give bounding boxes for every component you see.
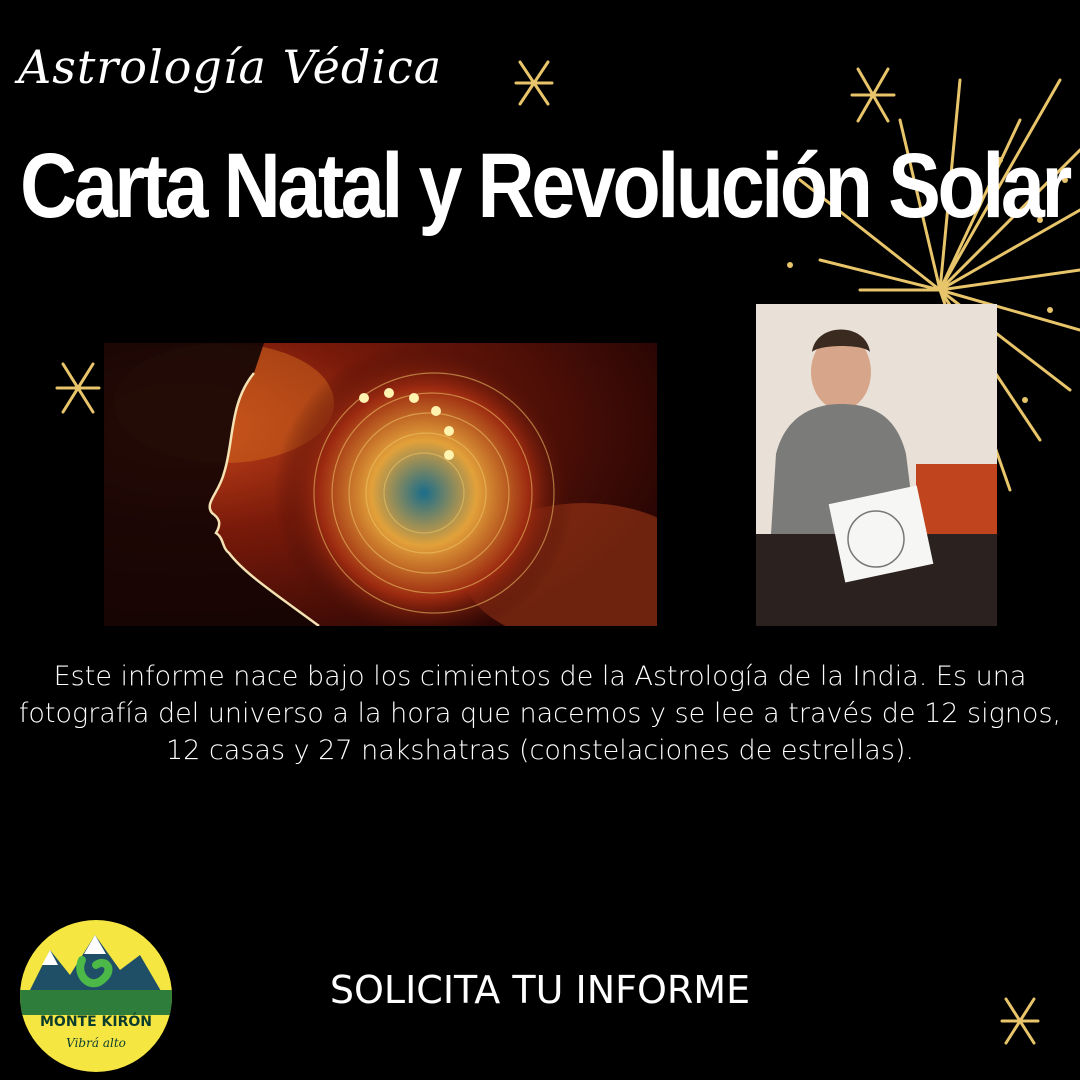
- subtitle-script: Astrología Védica: [18, 40, 443, 94]
- sparkle-star-icon: [512, 58, 556, 108]
- cosmic-head-image: [104, 343, 657, 626]
- logo-name: MONTE KIRÓN: [40, 1014, 152, 1030]
- sparkle-star-icon: [850, 65, 896, 125]
- page-title: Carta Natal y Revolución Solar: [20, 135, 1069, 237]
- sparkle-star-icon: [55, 360, 101, 416]
- portrait-photo: [756, 304, 997, 626]
- request-report-cta[interactable]: SOLICITA TU INFORME: [329, 968, 751, 1012]
- monte-kiron-logo: [20, 920, 172, 1072]
- logo-tagline: Vibrá alto: [66, 1036, 126, 1050]
- description-text: Este informe nace bajo los cimientos de la Astrología de la India. Es una fotografía del universo a la hora que nacemos y se lee a través de 12 signos, 12 casas y 27 nakshatras (constelaciones de estrellas).: [18, 661, 1062, 766]
